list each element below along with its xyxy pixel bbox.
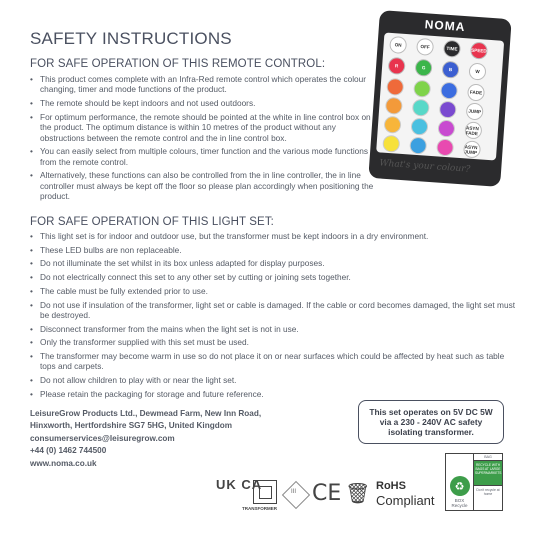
- box-label: BOX: [454, 498, 465, 503]
- ukca-text: UK CA: [216, 477, 263, 492]
- transformer-label: TRANSFORMER: [242, 506, 277, 511]
- dont-recycle-text: Don't recycle at home: [474, 485, 502, 510]
- remote-colour-button: [436, 138, 454, 156]
- rohs-label: RoHS: [376, 480, 406, 492]
- remote-colour-button: [439, 101, 457, 119]
- contact-phone: +44 (0) 1462 744500: [30, 446, 107, 456]
- remote-mode-button: JUMP: [466, 102, 484, 120]
- safety-transformer-icon: [253, 480, 277, 504]
- list-item: • Do not electrically connect this set to any other set by cutting or joining sets together.: [30, 272, 520, 282]
- remote-colour-button: [412, 99, 430, 117]
- remote-colour-button: [437, 119, 455, 137]
- list-item: • This product comes complete with an Infra-Red remote control which operates the colour changing, timer and mode functions of the product.: [30, 74, 375, 95]
- list-item: • Do not use if insulation of the transformer, light set or cable is damaged. If the cable or cord becomes damaged, the light set must be destroyed.: [30, 300, 520, 321]
- remote-mode-button: ASYN JUMP: [463, 140, 481, 158]
- list-item: • Do not allow children to play with or near the light set.: [30, 375, 520, 385]
- contact-email[interactable]: consumerservices@leisuregrow.com: [30, 433, 175, 443]
- rohs-compliant-label: Compliant: [376, 493, 435, 508]
- list-item: • You can easily select from multiple colours, timer function and the various mode functions from the remote control.: [30, 146, 375, 167]
- remote-colour-button: [413, 80, 431, 98]
- list-item: • For optimum performance, the remote should be pointed at the white in line control box on the product. The optimum distance is within 10 metres of the product without any obstructions between the remote control and the in line control box.: [30, 112, 375, 143]
- recycling-label: [445, 453, 503, 511]
- remote-button-speed: SPEED: [470, 42, 488, 60]
- list-item: • These LED bulbs are non replaceable.: [30, 245, 520, 255]
- page-title: SAFETY INSTRUCTIONS: [30, 29, 232, 48]
- recycle-label: Recycle: [451, 503, 468, 508]
- list-item: • The remote should be kept indoors and not used outdoors.: [30, 98, 375, 108]
- remote-button-b: B: [441, 61, 459, 79]
- bag-section: [474, 454, 502, 510]
- list-item: • Alternatively, these functions can also be controlled from the in line controller, the in line controller must always be kept off the floor so please plan accordingly when positioning the product.: [30, 170, 375, 201]
- class-iii-label: III: [291, 489, 297, 495]
- list-item: • Disconnect transformer from the mains when the light set is not in use.: [30, 324, 520, 334]
- remote-button-on: ON: [389, 36, 407, 54]
- contact-block: [30, 408, 261, 470]
- address-line-1: LeisureGrow Products Ltd., Dewmead Farm, New Inn Road,: [30, 409, 262, 418]
- remote-slogan: What's your colour?: [378, 158, 471, 175]
- remote-colour-button: [385, 97, 403, 115]
- remote-mode-button: FADE: [467, 83, 485, 101]
- remote-button-g: G: [415, 59, 433, 77]
- recycle-icon: ♻: [450, 476, 470, 496]
- list-item: • The cable must be fully extended prior to use.: [30, 286, 520, 296]
- list-item: • This light set is for indoor and outdoor use, but the transformer must be kept indoors in a dry environment.: [30, 231, 520, 241]
- remote-colour-button: [410, 118, 428, 136]
- class-iii-icon: [282, 481, 310, 509]
- light-instructions-list: [30, 231, 520, 403]
- remote-instructions-list: [30, 74, 375, 205]
- bag-recycle-text: RECYCLE WITH BAGS AT LARGE SUPERMARKETS: [474, 461, 502, 485]
- remote-body: [368, 10, 511, 187]
- remote-colour-button: [383, 116, 401, 134]
- list-item: • Do not illuminate the set whilst in its box unless adapted for display purposes.: [30, 258, 520, 268]
- remote-control-image: [368, 10, 525, 188]
- remote-colour-button: [409, 137, 427, 155]
- list-item: • Only the transformer supplied with this set must be used.: [30, 337, 520, 347]
- bag-label: BAG: [474, 454, 502, 461]
- remote-face: [376, 32, 504, 160]
- power-notice: This set operates on 5V DC 5W via a 230 - 240V AC safety isolating transformer.: [358, 400, 504, 444]
- weee-bin-icon: 🗑: [345, 483, 371, 505]
- remote-colour-button: [440, 82, 458, 100]
- remote-mode-button: ASYN FADE: [464, 121, 482, 139]
- recycle-box-section: [446, 454, 474, 510]
- remote-button-off: OFF: [416, 38, 434, 56]
- contact-website[interactable]: www.noma.co.uk: [30, 458, 97, 468]
- remote-button-r: R: [388, 57, 406, 75]
- remote-button-time: TIME: [443, 40, 461, 58]
- list-item: • Please retain the packaging for storage and future reference.: [30, 389, 520, 399]
- address-line-2: Hinxworth, Hertfordshire SG7 5HG, United Kingdom: [30, 421, 232, 431]
- remote-section-heading: FOR SAFE OPERATION OF THIS REMOTE CONTROL:: [30, 58, 326, 70]
- remote-button-w: W: [468, 62, 486, 80]
- remote-colour-button: [382, 135, 400, 153]
- brand-logo: NOMA: [424, 17, 466, 35]
- remote-colour-button: [386, 78, 404, 96]
- list-item: • The transformer may become warm in use so do not place it on or near surfaces which could be affected by heat such as table tops and carpets.: [30, 351, 520, 372]
- light-section-heading: FOR SAFE OPERATION OF THIS LIGHT SET:: [30, 216, 274, 228]
- ce-mark: CE: [312, 481, 342, 506]
